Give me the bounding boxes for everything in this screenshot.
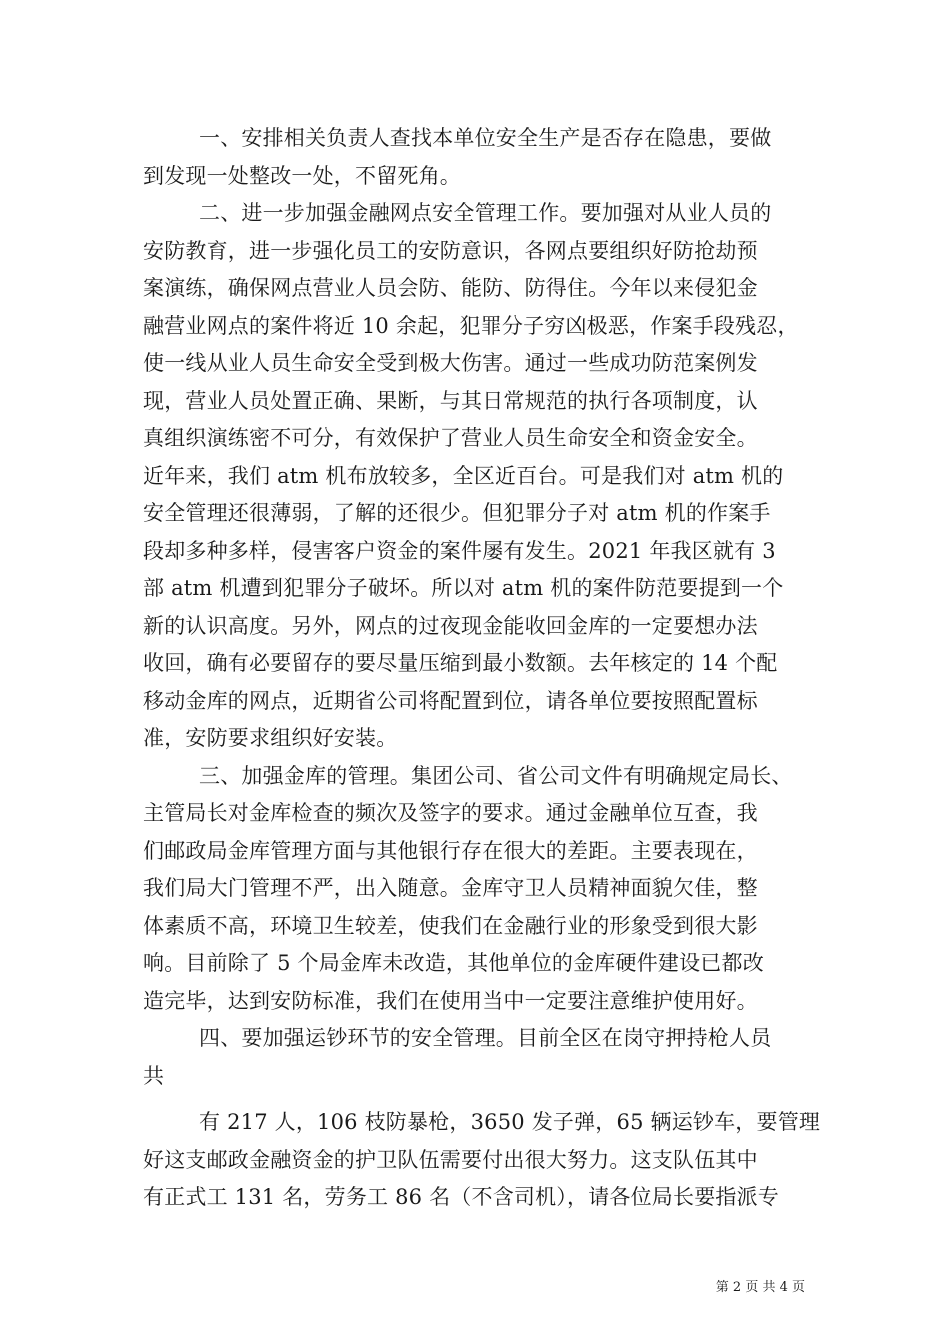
text-line: 现，营业人员处置正确、果断，与其日常规范的执行各项制度，认 bbox=[143, 388, 758, 413]
text-line: 有正式工 131 名，劳务工 86 名（不含司机），请各位局长要指派专 bbox=[143, 1185, 780, 1209]
text-line: 新的认识高度。另外，网点的过夜现金能收回金库的一定要想办法 bbox=[143, 613, 758, 638]
text-line: 案演练，确保网点营业人员会防、能防、防得住。今年以来侵犯金 bbox=[143, 276, 758, 300]
text-line: 一、安排相关负责人查找本单位安全生产是否存在隐患，要做 bbox=[199, 126, 772, 150]
text-line: 我们局大门管理不严，出入随意。金库守卫人员精神面貌欠佳，整 bbox=[143, 876, 758, 900]
page-number: 第 2 页 共 4 页 bbox=[715, 1280, 805, 1295]
paragraph-4 bbox=[143, 1020, 811, 1095]
paragraph-5 bbox=[143, 1104, 821, 1217]
text-line: 收回，确有必要留存的要尽量压缩到最小数额。去年核定的 14 个配 bbox=[143, 651, 778, 675]
text-line: 体素质不高，环境卫生较差，使我们在金融行业的形象受到很大影 bbox=[143, 913, 758, 938]
text-line: 部 atm 机遭到犯罪分子破坏。所以对 atm 机的案件防范要提到一个 bbox=[143, 576, 784, 600]
text-line: 好这支邮政金融资金的护卫队伍需要付出很大努力。这支队伍其中 bbox=[143, 1147, 758, 1172]
text-line: 移动金库的网点，近期省公司将配置到位，请各单位要按照配置标 bbox=[143, 688, 758, 713]
text-line: 安防教育，进一步强化员工的安防意识，各网点要组织好防抢劫预 bbox=[143, 238, 758, 263]
text-line: 共 bbox=[143, 1063, 165, 1088]
text-line: 造完毕，达到安防标准，我们在使用当中一定要注意维护使用好。 bbox=[143, 988, 758, 1013]
text-line: 三、加强金库的管理。集团公司、省公司文件有明确规定局长、 bbox=[199, 763, 793, 788]
text-line: 二、进一步加强金融网点安全管理工作。要加强对从业人员的 bbox=[199, 201, 772, 225]
text-line: 真组织演练密不可分，有效保护了营业人员生命安全和资金安全。 bbox=[143, 426, 758, 450]
text-line: 有 217 人，106 枝防暴枪，3650 发子弹，65 辆运钞车，要管理 bbox=[199, 1110, 821, 1134]
text-line: 准，安防要求组织好安装。 bbox=[143, 726, 398, 750]
text-line: 们邮政局金库管理方面与其他银行存在很大的差距。主要表现在， bbox=[143, 838, 758, 863]
text-line: 融营业网点的案件将近 10 余起，犯罪分子穷凶极恶，作案手段残忍， bbox=[143, 313, 799, 338]
body-text bbox=[143, 120, 821, 1217]
text-line: 主管局长对金库检查的频次及签字的要求。通过金融单位互查，我 bbox=[143, 801, 758, 825]
paragraph-1 bbox=[143, 120, 811, 195]
text-line: 到发现一处整改一处，不留死角。 bbox=[143, 163, 461, 188]
paragraph-2 bbox=[143, 195, 811, 758]
text-line: 响。目前除了 5 个局金库未改造，其他单位的金库硬件建设已都改 bbox=[143, 951, 764, 975]
paragraph-3 bbox=[143, 758, 811, 1021]
text-line: 四、要加强运钞环节的安全管理。目前全区在岗守押持枪人员 bbox=[199, 1026, 772, 1050]
text-line: 近年来，我们 atm 机布放较多，全区近百台。可是我们对 atm 机的 bbox=[143, 463, 784, 488]
text-line: 使一线从业人员生命安全受到极大伤害。通过一些成功防范案例发 bbox=[143, 351, 758, 375]
text-line: 安全管理还很薄弱，了解的还很少。但犯罪分子对 atm 机的作案手 bbox=[143, 501, 771, 525]
text-line: 段却多种多样，侵害客户资金的案件屡有发生。2021 年我区就有 3 bbox=[143, 538, 776, 563]
